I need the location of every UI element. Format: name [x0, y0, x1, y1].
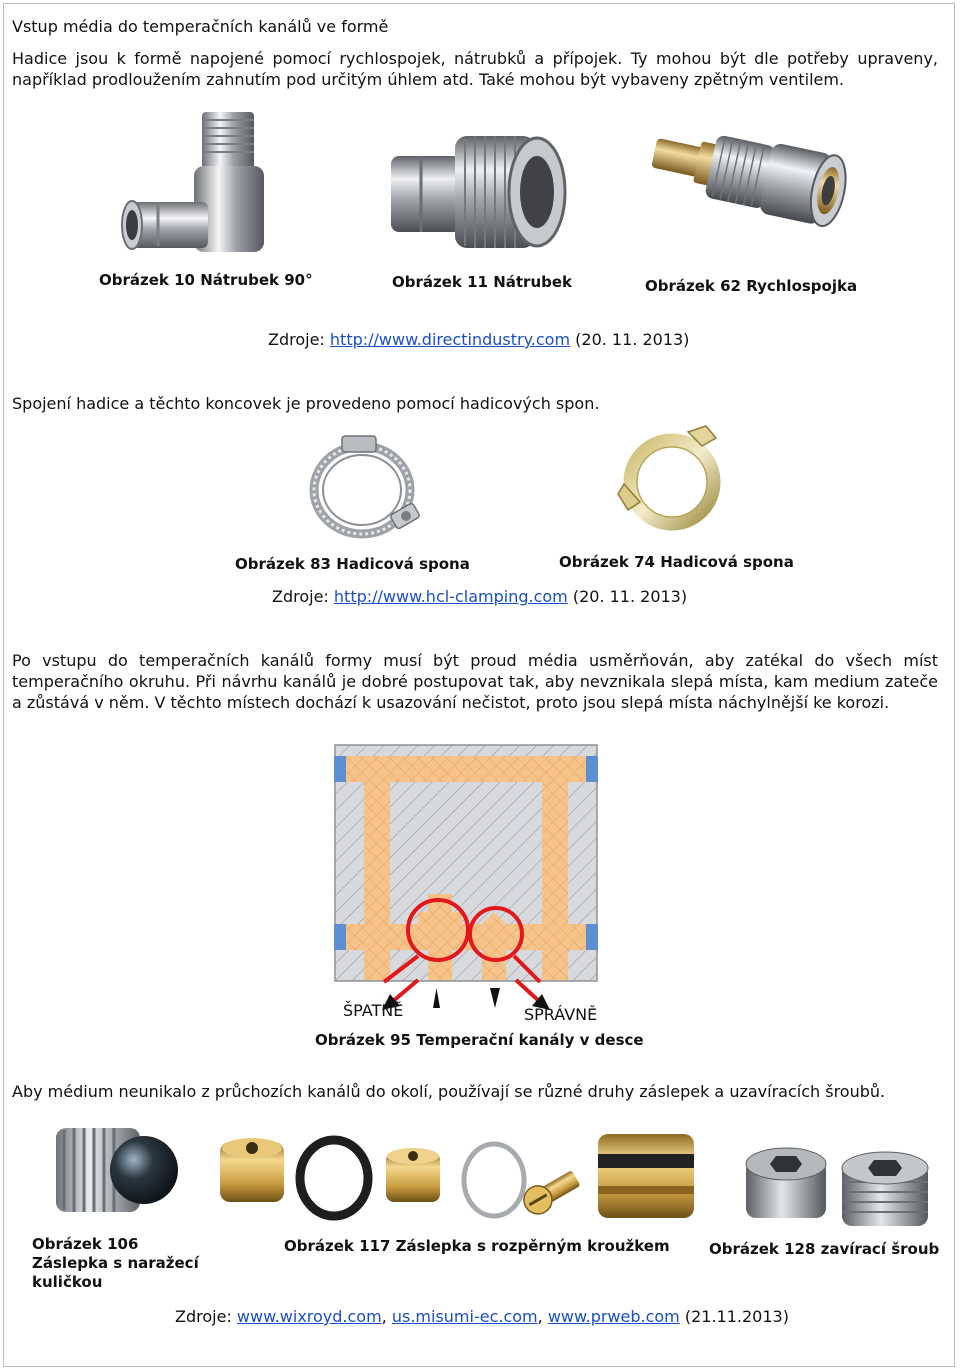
channels-paragraph: Po vstupu do temperačních kanálů formy musí být proud média usměrňován, aby zatékal do všech míst temperačního okruhu. Při návrhu kanálů je dobré postupovat tak, aby nevznikala slepá místa, kam medium zateče a zůstává v něm. V těchto místech dochází k usazování nečistot, proto jsou slepá místa náchylnější ke korozi. [12, 651, 938, 712]
caption-cooling-channels: Obrázek 95 Temperační kanály v desce [315, 1031, 644, 1049]
source-separator: , [537, 1307, 548, 1326]
page-heading: Vstup média do temperačních kanálů ve formě [12, 17, 389, 36]
clamps-paragraph: Spojení hadice a těchto koncovek je provedeno pomocí hadicových spon. [12, 394, 600, 413]
label-right: SPRÁVNĚ [524, 1005, 598, 1024]
caption-quick-coupling: Obrázek 62 Rychlospojka [645, 277, 858, 295]
caption-ear-clamp: Obrázek 74 Hadicová spona [559, 553, 794, 571]
source-date: (21.11.2013) [679, 1307, 789, 1326]
source-date: (20. 11. 2013) [570, 330, 690, 349]
caption-nipple: Obrázek 11 Nátrubek [392, 273, 573, 291]
source-link-misumi[interactable]: us.misumi-ec.com [391, 1307, 538, 1326]
caption-expansion-ring-plug: Obrázek 117 Záslepka s rozpěrným kroužkem [284, 1237, 670, 1255]
plugs-paragraph: Aby médium neunikalo z průchozích kanálů do okolí, používají se různé druhy záslepek a uzavíracích šroubů. [12, 1082, 886, 1101]
caption-nipple-90: Obrázek 10 Nátrubek 90° [99, 271, 313, 289]
source-link-hcl-clamping[interactable]: http://www.hcl-clamping.com [333, 587, 568, 606]
source-line-1 [268, 329, 689, 350]
ear-clamp-image [618, 424, 722, 536]
intro-paragraph: Hadice jsou k formě napojené pomocí rychlospojek, nátrubků a přípojek. Ty mohou být dle potřeby upraveny, například prodloužením zahnutím pod určitým úhlem atd. Také mohou být vybaveny zpětným ventilem. [12, 49, 938, 89]
source-prefix: Zdroje: [175, 1307, 237, 1326]
source-link-directindustry[interactable]: http://www.directindustry.com [329, 330, 571, 349]
cooling-channels-diagram [334, 744, 598, 982]
quick-coupling-image [638, 118, 860, 268]
source-prefix: Zdroje: [272, 587, 334, 606]
closing-screw-image [742, 1140, 934, 1230]
straight-nipple-image [385, 126, 571, 260]
expansion-ring-plug-image [214, 1126, 698, 1226]
elbow-nipple-image [120, 106, 276, 264]
caption-closing-screw: Obrázek 128 zavírací šroub [709, 1240, 940, 1258]
source-separator: , [381, 1307, 392, 1326]
worm-gear-clamp-image [306, 434, 424, 544]
source-line-2 [272, 586, 687, 607]
source-prefix: Zdroje: [268, 330, 330, 349]
caption-ball-plug-line3: kuličkou [32, 1273, 103, 1291]
caption-ball-plug-line2: Záslepka s naražecí [32, 1254, 199, 1272]
ball-plug-image [52, 1122, 180, 1218]
caption-ball-plug [32, 1235, 232, 1291]
source-link-prweb[interactable]: www.prweb.com [547, 1307, 680, 1326]
source-date: (20. 11. 2013) [567, 587, 688, 606]
source-line-3 [175, 1306, 789, 1327]
caption-worm-clamp: Obrázek 83 Hadicová spona [235, 555, 470, 573]
caption-ball-plug-line1: Obrázek 106 [32, 1235, 139, 1253]
label-wrong: ŠPATNĚ [343, 1001, 404, 1020]
source-link-wixroyd[interactable]: www.wixroyd.com [236, 1307, 382, 1326]
